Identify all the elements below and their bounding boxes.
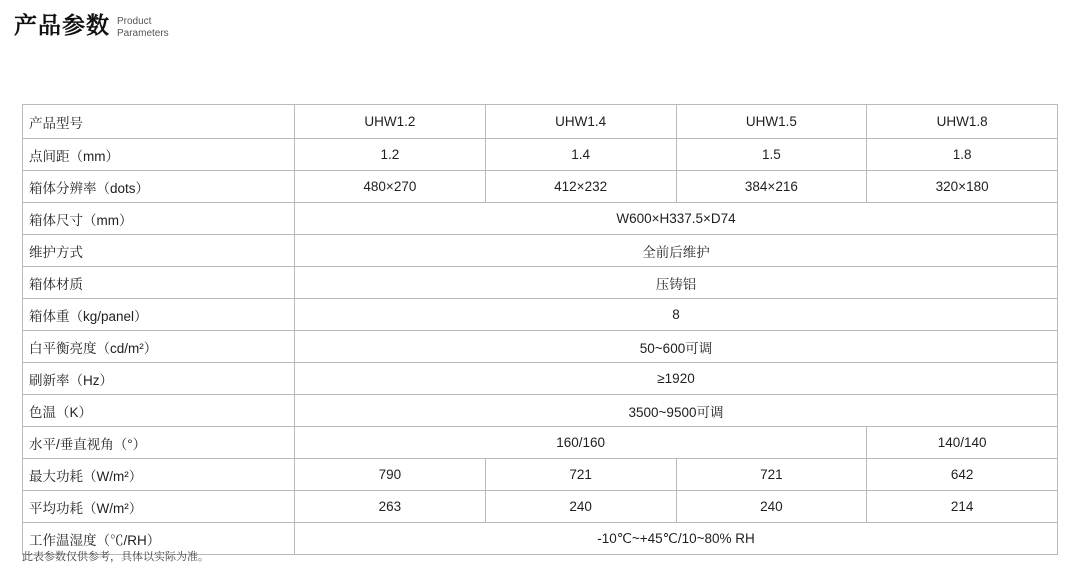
table-cell: 压铸铝 [295,267,1058,299]
spec-table-wrapper [22,104,1058,555]
page-title: 产品参数 [14,12,110,38]
table-cell: 1.5 [676,139,867,171]
table-cell: -10℃~+45℃/10~80% RH [295,523,1058,555]
table-row [23,299,1058,331]
table-cell: 140/140 [867,427,1058,459]
table-row [23,203,1058,235]
spec-table-body [23,105,1058,555]
table-row [23,363,1058,395]
page-subtitle [117,16,169,39]
table-row-label: 箱体尺寸（mm） [23,203,295,235]
table-cell: 50~600可调 [295,331,1058,363]
table-cell: 1.2 [295,139,486,171]
table-cell: UHW1.4 [485,105,676,139]
table-row [23,459,1058,491]
table-row-label: 平均功耗（W/m²） [23,491,295,523]
table-cell: 1.8 [867,139,1058,171]
table-row [23,139,1058,171]
table-row [23,395,1058,427]
table-row-label: 点间距（mm） [23,139,295,171]
table-cell: 480×270 [295,171,486,203]
table-cell: 3500~9500可调 [295,395,1058,427]
table-cell: 721 [485,459,676,491]
table-cell: 642 [867,459,1058,491]
table-cell: 8 [295,299,1058,331]
table-cell: 320×180 [867,171,1058,203]
table-footnote: 此表参数仅供参考，具体以实际为准。 [22,551,209,563]
table-row-label: 色温（K） [23,395,295,427]
table-cell: 214 [867,491,1058,523]
table-cell: 263 [295,491,486,523]
table-cell: 384×216 [676,171,867,203]
table-cell: 240 [485,491,676,523]
table-cell: UHW1.8 [867,105,1058,139]
table-row [23,331,1058,363]
page-subtitle-line1: Product [117,16,152,27]
table-row [23,427,1058,459]
table-cell: 790 [295,459,486,491]
table-row-label: 产品型号 [23,105,295,139]
table-cell: 721 [676,459,867,491]
table-row-label: 最大功耗（W/m²） [23,459,295,491]
table-row [23,267,1058,299]
table-row [23,491,1058,523]
table-row-label: 箱体分辨率（dots） [23,171,295,203]
table-row-label: 水平/垂直视角（°） [23,427,295,459]
table-row-label: 箱体材质 [23,267,295,299]
table-cell: 240 [676,491,867,523]
page-header [14,12,169,39]
table-cell: UHW1.5 [676,105,867,139]
table-row [23,105,1058,139]
table-cell: 全前后维护 [295,235,1058,267]
table-cell: 1.4 [485,139,676,171]
table-row-label: 刷新率（Hz） [23,363,295,395]
page-subtitle-line2: Parameters [117,27,169,39]
table-row [23,171,1058,203]
spec-table [22,104,1058,555]
table-row-label: 维护方式 [23,235,295,267]
table-cell: ≥1920 [295,363,1058,395]
table-row-label: 白平衡亮度（cd/m²） [23,331,295,363]
table-cell: 412×232 [485,171,676,203]
table-cell: 160/160 [295,427,867,459]
table-cell: W600×H337.5×D74 [295,203,1058,235]
table-row-label: 工作温湿度（℃/RH） [23,523,295,555]
table-cell: UHW1.2 [295,105,486,139]
table-row [23,235,1058,267]
table-row-label: 箱体重（kg/panel） [23,299,295,331]
